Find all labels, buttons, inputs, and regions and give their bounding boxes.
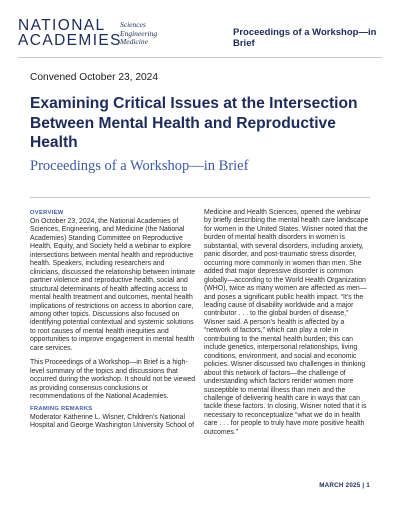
national-academies-logo	[18, 17, 158, 49]
framing-paragraph-continued: Medicine and Health Sciences, opened the webinar by briefly describing the mental health care landscape for women in the United States. Wisner noted that the burden of mental health disorders in women is substantial, with several disorders, including anxiety, panic disorder, and post-traumatic stress disorder, occurring more commonly in women than men. She added that major depressive disorder is common globally—according to the World Health Organization (WHO), twice as many women are affected as men—and poses a significant public health impact. “It’s the leading cause of disability worldwide and a major contributor . . . to the global burden of disease,” Wisner said. A person’s health is affected by a “network of factors,” which can play a role in contributing to the mental health burden; this can include genetics, interpersonal relationships, living conditions, environment, and social and economic policies. Wisner discussed two challenges in thinking about this network of factors—the challenge of understanding which factors render women more susceptible to mental illness than men and the challenge of delivering health care in ways that can tackle these factors. In closing, Wisner noted that it is necessary to reconceptualize “what we do in health care . . . for people to truly have more positive health outcomes.”	[204, 209, 369, 436]
logo-name-line2: ACADEMIES	[18, 32, 122, 49]
logo-subtitle	[120, 21, 157, 47]
logo-sub-engineering: Engineering	[120, 28, 158, 38]
overview-paragraph-1: On October 23, 2024, the National Academies of Sciences, Engineering, and Medicine (the National Academies) Standing Committee on Reproductive Health, Equity, and Society held a webinar to explore intersections between mental health and reproductive health. Speakers, including researchers and clinicians, discussed the relationship between intimate partner violence and reproductive health, social and structural determinants of health affecting access to mental health treatment and outcomes, mental health implications of restrictions on access to abortion care, among other topics. Discussions also focused on identifying potential contextual and systemic solutions to root causes of mental health inequities and opportunities to improve engagement in mental health care services.	[30, 218, 196, 352]
overview-paragraph-2: This Proceedings of a Workshop—in Brief is a high-level summary of the topics and discussions that occurred during the workshop. It should not be viewed as providing consensus conclusions or recommendations of the National Academies.	[30, 359, 196, 401]
logo-name-line1: NATIONAL	[18, 17, 106, 34]
logo-sub-medicine: Medicine	[120, 37, 148, 47]
logo-sub-sciences: Sciences	[120, 20, 146, 29]
overview-heading: OVERVIEW	[30, 210, 64, 216]
header-divider	[18, 57, 382, 58]
title-divider	[30, 197, 370, 198]
left-column	[30, 209, 196, 430]
convened-date: Convened October 23, 2024	[30, 72, 159, 83]
document-subtitle: Proceedings of a Workshop—in Brief	[30, 158, 249, 174]
series-title: Proceedings of a Workshop—in Brief	[233, 27, 377, 49]
page-footer: MARCH 2025 | 1	[319, 482, 370, 489]
document-title: Examining Critical Issues at the Intersection Between Mental Health and Reproductive Health	[30, 95, 358, 151]
framing-remarks-heading: FRAMING REMARKS	[30, 405, 93, 412]
framing-paragraph-1: Moderator Katherine L. Wisner, Children’s National Hospital and George Washington University School of	[30, 413, 195, 429]
right-column	[204, 209, 370, 437]
